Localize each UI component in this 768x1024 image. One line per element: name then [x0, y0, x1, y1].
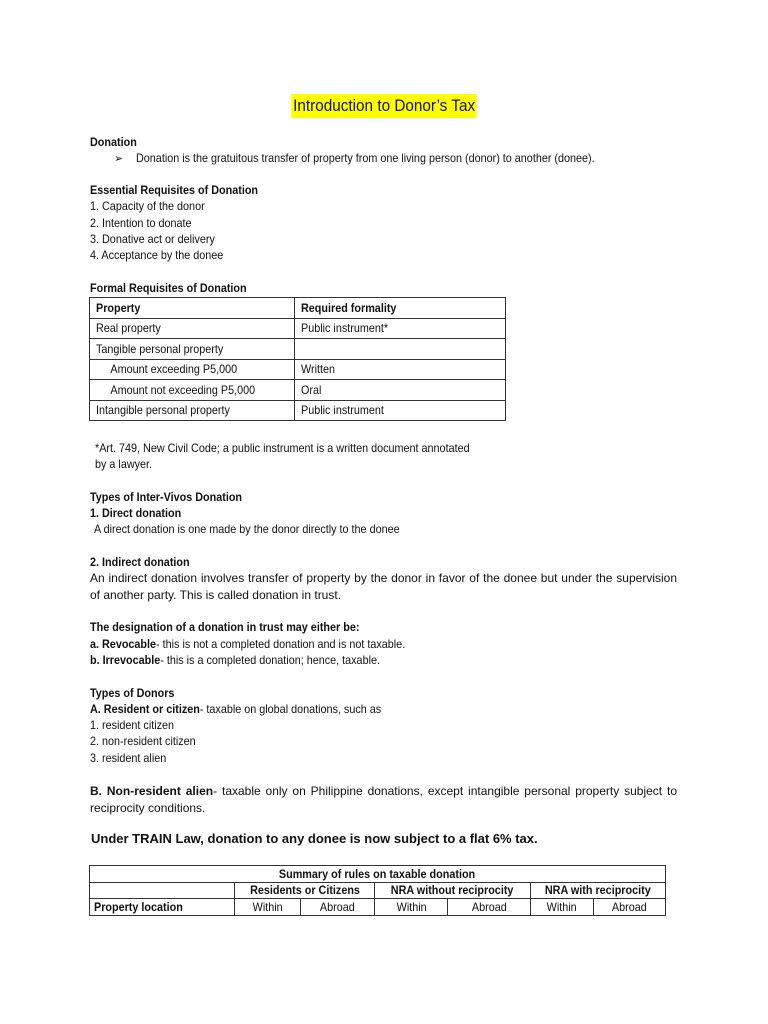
trust-heading: The designation of a donation in trust may either be:: [90, 620, 360, 634]
table-row-label: Property location: [90, 899, 235, 916]
table-row: [90, 400, 506, 421]
donors-heading: Types of Donors: [90, 686, 175, 700]
donor-resident: A. Resident or citizen- taxable on global donations, such as: [90, 702, 382, 716]
donor-nonresident: B. Non-resident alien- taxable only on Philippine donations, except intangible personal property subject to reciprocity conditions.: [90, 784, 677, 815]
trust-revocable: a. Revocable- this is not a completed donation and is not taxable.: [90, 637, 406, 651]
footnote-line: *Art. 749, New Civil Code; a public instrument is a written document annotated: [95, 441, 470, 455]
essential-item: 4. Acceptance by the donee: [90, 248, 224, 262]
table-cell: Abroad: [300, 899, 374, 916]
essential-item: 1. Capacity of the donor: [90, 199, 205, 213]
train-law-statement: Under TRAIN Law, donation to any donee is now subject to a flat 6% tax.: [91, 831, 538, 846]
table-cell: Intangible personal property: [90, 400, 295, 421]
table-row: [90, 359, 506, 380]
table-header-cell: Required formality: [295, 298, 506, 319]
essential-item: 2. Intention to donate: [90, 216, 192, 230]
summary-table: [89, 865, 666, 916]
table-cell: Within: [375, 899, 448, 916]
direct-donation-heading: 1. Direct donation: [90, 506, 182, 520]
table-header-cell: Residents or Citizens: [235, 882, 375, 899]
table-row: [90, 380, 506, 401]
table-cell: Amount exceeding P5,000: [90, 359, 295, 380]
table-row: [90, 318, 506, 339]
donation-definition: Donation is the gratuitous transfer of property from one living person (donor) to another (donee).: [136, 151, 595, 165]
table-header-cell: [90, 882, 235, 899]
table-header-cell: Property: [90, 298, 295, 319]
table-row: [90, 339, 506, 360]
table-cell: Public instrument: [295, 400, 506, 421]
summary-title: Summary of rules on taxable donation: [90, 866, 666, 883]
trust-irrevocable: b. Irrevocable- this is a completed donation; hence, taxable.: [90, 653, 380, 667]
indirect-donation-text: An indirect donation involves transfer of property by the donor in favor of the donee but under the supervision of another party. This is called donation in trust.: [90, 571, 677, 602]
donation-heading: Donation: [90, 135, 137, 149]
footnote-line: by a lawyer.: [95, 457, 153, 471]
table-title-row: [90, 866, 666, 883]
table-header-cell: NRA without reciprocity: [375, 882, 530, 899]
donor-item: 2. non-resident citizen: [90, 734, 196, 748]
table-cell: [295, 339, 506, 360]
table-cell: Tangible personal property: [90, 339, 295, 360]
table-header-row: [90, 882, 666, 899]
direct-donation-text: A direct donation is one made by the donor directly to the donee: [94, 522, 400, 536]
essential-item: 3. Donative act or delivery: [90, 232, 215, 246]
page-title: Introduction to Donor’s Tax: [291, 94, 477, 118]
table-cell: Abroad: [448, 899, 530, 916]
table-row: [90, 899, 666, 916]
arrow-bullet-icon: ➢: [114, 153, 124, 165]
table-cell: Amount not exceeding P5,000: [90, 380, 295, 401]
table-cell: Real property: [90, 318, 295, 339]
table-cell: Abroad: [594, 899, 666, 916]
indirect-donation-heading: 2. Indirect donation: [90, 555, 190, 569]
donor-item: 1. resident citizen: [90, 718, 175, 732]
donor-item: 3. resident alien: [90, 751, 167, 765]
table-cell: Within: [235, 899, 301, 916]
table-cell: Written: [295, 359, 506, 380]
table-cell: Within: [530, 899, 594, 916]
table-cell: Public instrument*: [295, 318, 506, 339]
inter-vivos-heading: Types of Inter-Vivos Donation: [90, 490, 243, 504]
formal-heading: Formal Requisites of Donation: [90, 281, 247, 295]
formal-requisites-table: [89, 297, 506, 421]
table-cell: Oral: [295, 380, 506, 401]
table-header-row: [90, 298, 506, 319]
table-header-cell: NRA with reciprocity: [530, 882, 665, 899]
essential-heading: Essential Requisites of Donation: [90, 183, 259, 197]
